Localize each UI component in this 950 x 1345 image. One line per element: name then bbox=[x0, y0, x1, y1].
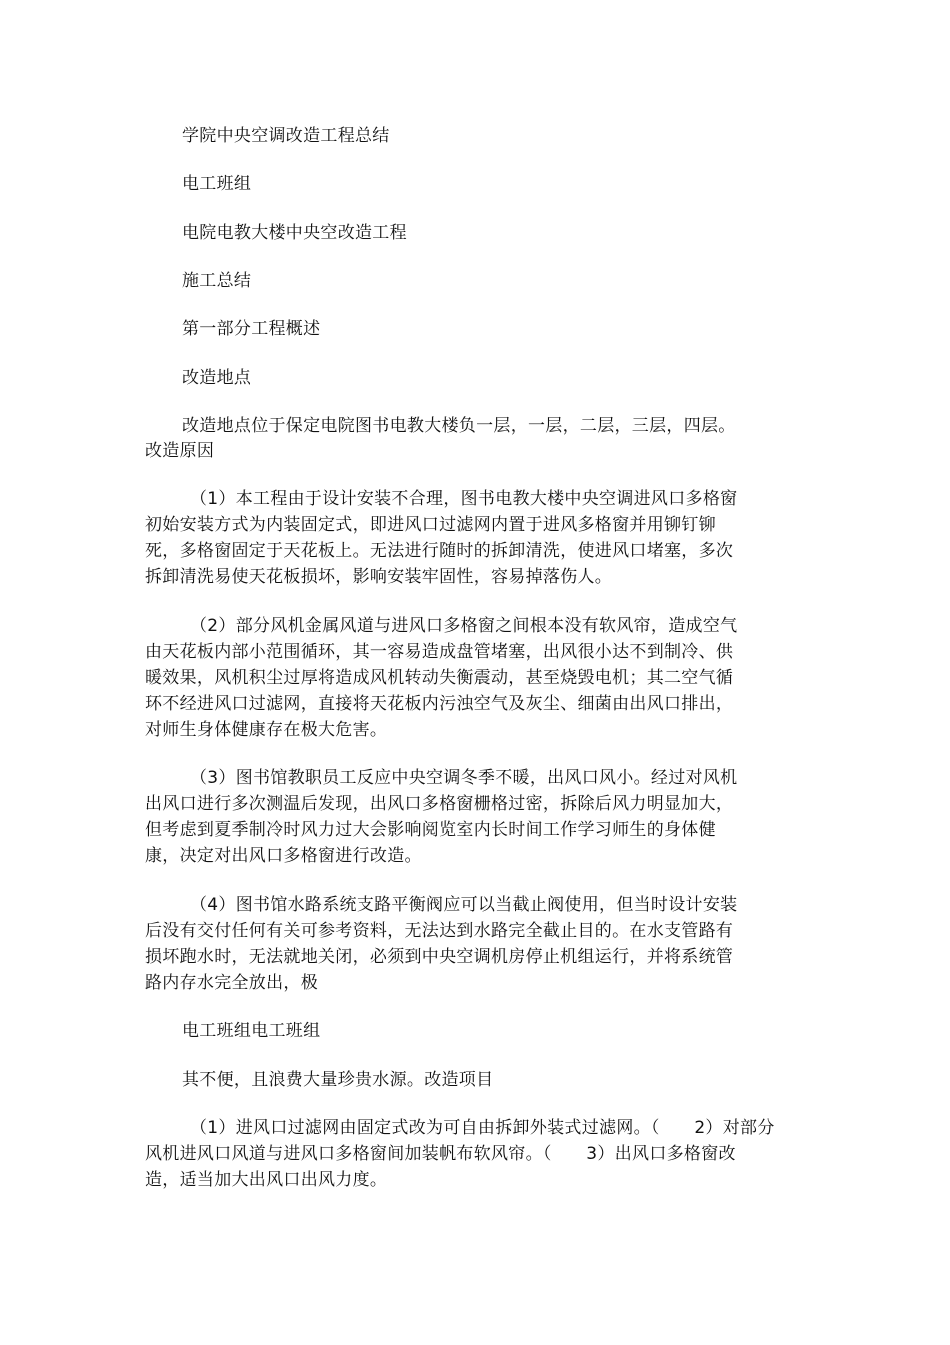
reason-2-line-2: 由天花板内部小范围循环，其一容易造成盘管堵塞，出风很小达不到制冷、供 bbox=[145, 642, 734, 662]
reason-3-line-1: （3）图书馆教职员工反应中央空调冬季不暖，出风口风小。经过对风机 bbox=[190, 768, 738, 788]
reason-2-line-4: 环不经进风口过滤网，直接将天花板内污浊空气及灰尘、细菌由出风口排出， bbox=[145, 694, 734, 714]
reason-3-line-2: 出风口进行多次测温后发现，出风口多格窗栅格过密，拆除后风力明显加大， bbox=[145, 794, 734, 814]
reason-3-line-3: 但考虑到夏季制冷时风力过大会影响阅览室内长时间工作学习师生的身体健 bbox=[145, 820, 716, 840]
document-title: 学院中央空调改造工程总结 bbox=[182, 126, 390, 146]
reason-2-line-3: 暖效果，风机积尘过厚将造成风机转动失衡震动，甚至烧毁电机；其二空气循 bbox=[145, 668, 734, 688]
footer-team: 电工班组电工班组 bbox=[182, 1021, 321, 1041]
items-line-2: 风机进风口风道与进风口多格窗间加装帆布软风帘。（ 3）出风口多格窗改 bbox=[145, 1144, 736, 1164]
team-name: 电工班组 bbox=[182, 174, 252, 194]
reason-2-line-1: （2）部分风机金属风道与进风口多格窗之间根本没有软风帘，造成空气 bbox=[190, 616, 738, 636]
reason-heading: 改造原因 bbox=[145, 441, 215, 461]
reason-1-line-1: （1）本工程由于设计安装不合理，图书电教大楼中央空调进风口多格窗 bbox=[190, 489, 738, 509]
reason-3-line-4: 康，决定对出风口多格窗进行改造。 bbox=[145, 846, 422, 866]
reason-1-line-2: 初始安装方式为内装固定式，即进风口过滤网内置于进风多格窗并用铆钉铆 bbox=[145, 515, 716, 535]
continuation-text: 其不便，且浪费大量珍贵水源。改造项目 bbox=[182, 1070, 494, 1090]
items-line-1: （1）进风口过滤网由固定式改为可自由拆卸外装式过滤网。（ 2）对部分 bbox=[190, 1118, 775, 1138]
document-subtitle: 施工总结 bbox=[182, 271, 252, 291]
location-text: 改造地点位于保定电院图书电教大楼负一层，一层，二层，三层，四层。 bbox=[182, 416, 736, 436]
reason-2-line-5: 对师生身体健康存在极大危害。 bbox=[145, 720, 388, 740]
location-heading: 改造地点 bbox=[182, 368, 252, 388]
part-one-heading: 第一部分工程概述 bbox=[182, 319, 321, 339]
project-name: 电院电教大楼中央空改造工程 bbox=[182, 223, 407, 243]
reason-4-line-1: （4）图书馆水路系统支路平衡阀应可以当截止阀使用，但当时设计安装 bbox=[190, 895, 738, 915]
reason-4-line-3: 损坏跑水时，无法就地关闭，必须到中央空调机房停止机组运行，并将系统管 bbox=[145, 947, 734, 967]
reason-1-line-3: 死，多格窗固定于天花板上。无法进行随时的拆卸清洗，使进风口堵塞，多次 bbox=[145, 541, 734, 561]
reason-4-line-2: 后没有交付任何有关可参考资料，无法达到水路完全截止目的。在水支管路有 bbox=[145, 921, 734, 941]
items-line-3: 造，适当加大出风口出风力度。 bbox=[145, 1170, 388, 1190]
reason-4-line-4: 路内存水完全放出，极 bbox=[145, 973, 318, 993]
reason-1-line-4: 拆卸清洗易使天花板损坏，影响安装牢固性，容易掉落伤人。 bbox=[145, 567, 613, 587]
